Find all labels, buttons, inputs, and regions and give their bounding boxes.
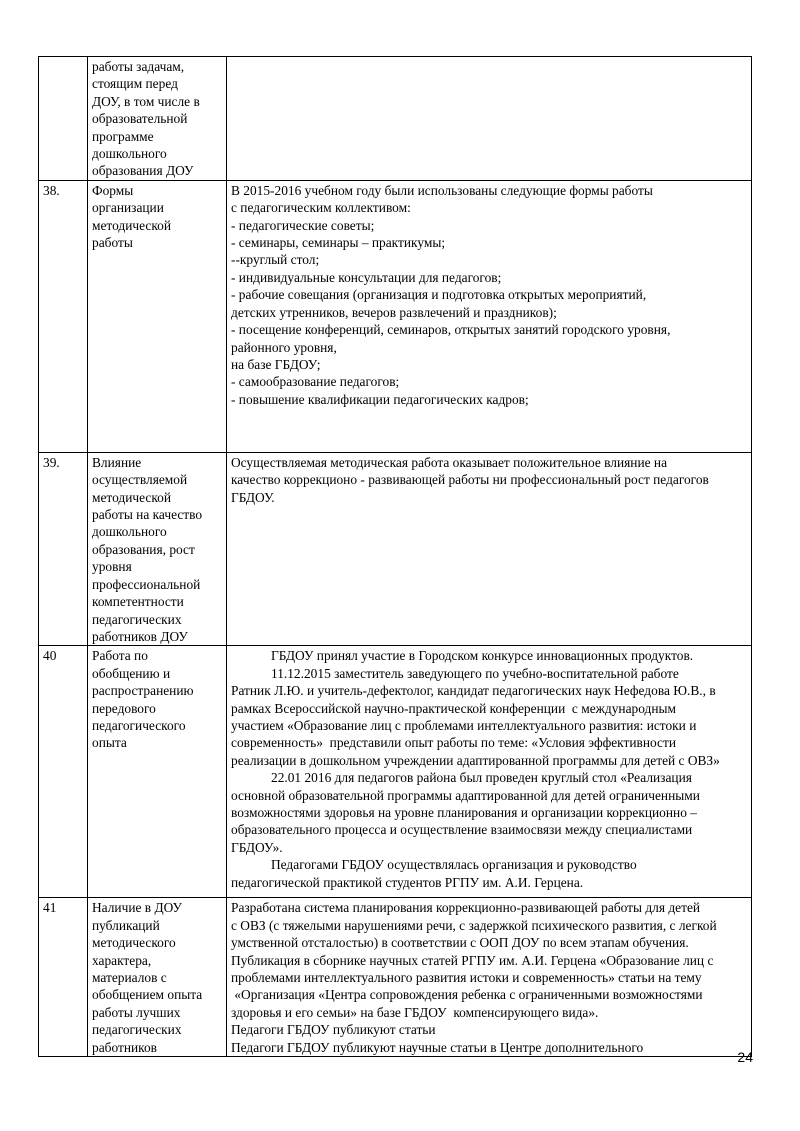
content-line: возможностями здоровья на уровне планирования и организации коррекционно – xyxy=(231,804,697,820)
content-line: В 2015-2016 учебном году были использованы следующие формы работы xyxy=(231,182,653,198)
content-line: качество коррекционо - развивающей работы ни профессиональный рост педагогов xyxy=(231,472,709,488)
topic-line: опыта xyxy=(92,735,127,751)
topic-line: методического xyxy=(92,935,176,951)
topic-line: обобщением опыта xyxy=(92,987,203,1003)
content-line: - педагогические советы; xyxy=(231,217,375,233)
row-content-cell xyxy=(227,898,752,1057)
content-line: Публикация в сборнике научных статей РГПУ им. А.И. Герцена «Образование лиц с xyxy=(231,952,714,968)
topic-line: работы на качество xyxy=(92,507,203,523)
content-line: «Организация «Центра сопровождения ребенка с ограниченными возможностями xyxy=(231,987,703,1003)
row-content-cell xyxy=(227,646,752,898)
topic-line: материалов с xyxy=(92,969,167,985)
topic-line: передового xyxy=(92,700,156,716)
topic-line: работников xyxy=(92,1039,157,1055)
topic-line: организации xyxy=(92,200,164,216)
topic-line: работы xyxy=(92,235,133,251)
topic-line: Работа по xyxy=(92,648,148,664)
topic-line: характера, xyxy=(92,952,152,968)
topic-line: стоящим перед xyxy=(92,76,178,92)
row-content-cell xyxy=(227,452,752,645)
table-row xyxy=(39,898,752,1057)
topic-line: образования, рост xyxy=(92,541,195,557)
topic-line: обобщению и xyxy=(92,665,171,681)
topic-line: профессиональной xyxy=(92,576,201,592)
topic-line: дошкольного xyxy=(92,524,167,540)
content-line: участием «Образование лиц с проблемами интеллектуального развития: истоки и xyxy=(231,717,697,733)
content-line: с ОВЗ (с тяжелыми нарушениями речи, с задержкой психического развития, с легкой xyxy=(231,917,717,933)
topic-line: работников ДОУ xyxy=(92,628,188,644)
content-line: - семинары, семинары – практикумы; xyxy=(231,235,446,251)
content-line: проблемами интеллектуального развития истоки и современность» статьи на тему xyxy=(231,969,702,985)
content-line: - самообразование педагогов; xyxy=(231,374,400,390)
content-line: 22.01 2016 для педагогов района был проведен круглый стол «Реализация xyxy=(271,770,692,786)
page-number: 24 xyxy=(737,1049,753,1065)
row-content-cell xyxy=(227,180,752,452)
content-line: рамках Всероссийской научно-практической конференции с международным xyxy=(231,700,676,716)
topic-line: программе xyxy=(92,128,154,144)
content-line: основной образовательной программы адаптированной для детей ограниченными xyxy=(231,787,700,803)
content-line: Разработана система планирования коррекционно-развивающей работы для детей xyxy=(231,900,701,916)
topic-line: методической xyxy=(92,217,172,233)
content-line: Педагоги ГБДОУ публикуют статьи xyxy=(231,1022,436,1038)
topic-line: уровня xyxy=(92,559,132,575)
row-topic-cell xyxy=(88,452,227,645)
topic-line: ДОУ, в том числе в xyxy=(92,93,200,109)
content-line: здоровья и его семьи» на базе ГБДОУ компенсирующего вида». xyxy=(231,1004,599,1020)
content-line: детских утренников, вечеров развлечений и праздников); xyxy=(231,304,557,320)
content-line: Педагоги ГБДОУ публикуют научные статьи в Центре дополнительного xyxy=(231,1039,644,1055)
content-line: ГБДОУ. xyxy=(231,489,275,505)
content-line: - посещение конференций, семинаров, открытых занятий городского уровня, xyxy=(231,322,671,338)
content-line: Педагогами ГБДОУ осуществлялась организация и руководство xyxy=(271,857,637,873)
row-content-cell xyxy=(227,57,752,181)
topic-line: Влияние xyxy=(92,454,142,470)
content-line: на базе ГБДОУ; xyxy=(231,356,321,372)
content-line: районного уровня, xyxy=(231,339,337,355)
row-topic-cell xyxy=(88,180,227,452)
content-line: современность» представили опыт работы по теме: «Условия эффективности xyxy=(231,735,677,751)
topic-line: педагогических xyxy=(92,1022,182,1038)
row-number: 38. xyxy=(43,182,60,198)
row-number-cell xyxy=(39,452,88,645)
topic-line: работы лучших xyxy=(92,1004,181,1020)
content-line: - индивидуальные консультации для педагогов; xyxy=(231,269,502,285)
topic-line: компетентности xyxy=(92,594,184,610)
row-number-cell xyxy=(39,57,88,181)
table-row xyxy=(39,180,752,452)
content-line: --круглый стол; xyxy=(231,252,320,268)
content-line: - повышение квалификации педагогических кадров; xyxy=(231,391,529,407)
content-line: - рабочие совещания (организация и подготовка открытых мероприятий, xyxy=(231,287,647,303)
topic-line: распространению xyxy=(92,683,194,699)
row-number: 41 xyxy=(43,900,57,916)
row-topic-cell xyxy=(88,57,227,181)
table-row xyxy=(39,646,752,898)
row-number: 39. xyxy=(43,454,60,470)
topic-line: методической xyxy=(92,489,172,505)
row-topic-cell xyxy=(88,646,227,898)
content-line: ГБДОУ принял участие в Городском конкурсе инновационных продуктов. xyxy=(271,648,694,664)
topic-line: публикаций xyxy=(92,917,160,933)
content-line: реализации в дошкольном учреждении адаптированной программы для детей с ОВЗ» xyxy=(231,752,720,768)
row-number-cell xyxy=(39,898,88,1057)
topic-line: Формы xyxy=(92,182,134,198)
table-row xyxy=(39,57,752,181)
topic-line: Наличие в ДОУ xyxy=(92,900,182,916)
content-line: ГБДОУ». xyxy=(231,839,283,855)
topic-line: работы задачам, xyxy=(92,59,185,74)
content-line: образовательного процесса и осуществление взаимосвязи между специалистами xyxy=(231,822,693,838)
topic-line: осуществляемой xyxy=(92,472,188,488)
content-line: Ратник Л.Ю. и учитель-дефектолог, кандидат педагогических наук Нефедова Ю.В., в xyxy=(231,683,716,699)
row-number: 40 xyxy=(43,648,57,664)
content-line: Осуществляемая методическая работа оказывает положительное влияние на xyxy=(231,454,668,470)
topic-line: образовательной xyxy=(92,111,188,127)
row-number-cell xyxy=(39,646,88,898)
topic-line: образования ДОУ xyxy=(92,163,194,179)
content-line: умственной отсталостью) в соответствии с ООП ДОУ по всем этапам обучения. xyxy=(231,935,689,951)
topic-line: педагогических xyxy=(92,611,182,627)
content-line: 11.12.2015 заместитель заведующего по учебно-воспитательной работе xyxy=(271,665,679,681)
topic-line: педагогического xyxy=(92,717,186,733)
methodical-work-table xyxy=(38,56,752,1057)
topic-line: дошкольного xyxy=(92,146,167,162)
row-topic-cell xyxy=(88,898,227,1057)
row-number-cell xyxy=(39,180,88,452)
content-line: с педагогическим коллективом: xyxy=(231,200,411,216)
table-row xyxy=(39,452,752,645)
content-line: педагогической практикой студентов РГПУ им. А.И. Герцена. xyxy=(231,874,584,890)
